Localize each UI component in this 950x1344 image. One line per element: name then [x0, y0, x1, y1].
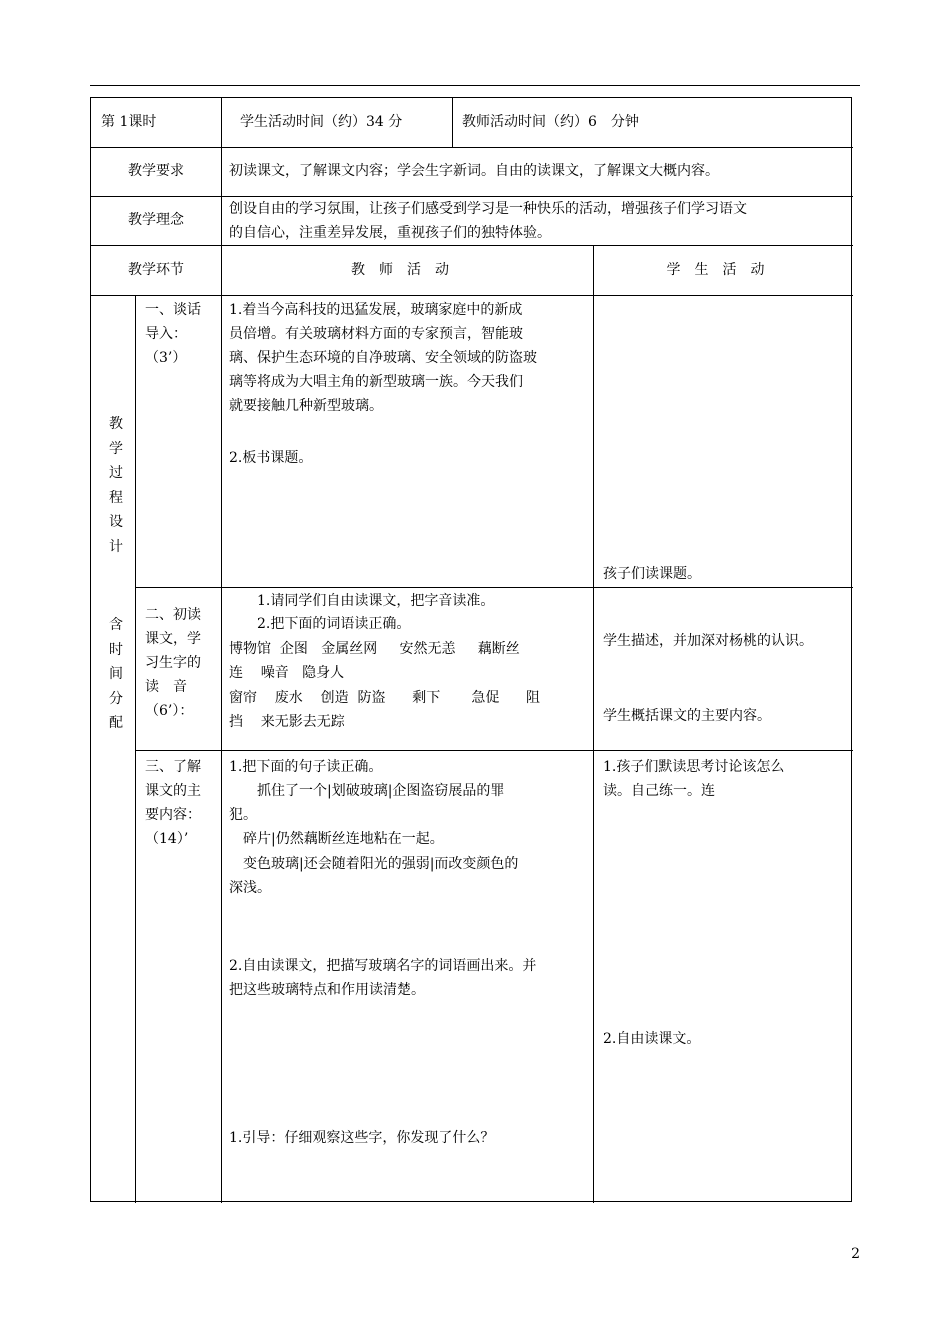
section-3-teacher-line: 变色玻璃|还会随着阳光的强弱|而改变颜色的 [229, 856, 519, 872]
top-rule [90, 85, 860, 86]
side-char: 学 [109, 440, 123, 457]
section-1-teacher-line: 就要接触几种新型玻璃。 [229, 398, 383, 414]
section-2-teacher-line: 连 噪音 隐身人 [229, 665, 345, 681]
stage-text: 导入： [145, 326, 187, 342]
philosophy-line: 创设自由的学习氛围，让孩子们感受到学习是一种快乐的活动，增强孩子们学习语文 [229, 201, 747, 217]
section-3-teacher-line: 1.引导：仔细观察这些字，你发现了什么？ [229, 1130, 495, 1146]
section-1-teacher-line: 2.板书课题。 [229, 450, 313, 466]
student-column-header: 学生活动 [666, 262, 779, 278]
side-label-top [104, 412, 128, 559]
section-2-stage: 课文，学 [145, 631, 201, 647]
section-3-teacher-line: 深浅。 [229, 880, 271, 896]
row-divider [91, 295, 853, 296]
col-divider [452, 98, 453, 147]
philosophy-line: 的自信心，注重差异发展，重视孩子们的独特体验。 [229, 225, 551, 241]
section-2-student-line: 学生描述，并加深对杨桃的认识。 [603, 633, 813, 649]
side-char: 计 [109, 538, 123, 555]
section-3-stage: 课文的主 [145, 783, 201, 799]
section-2-stage: 习生字的 [145, 655, 201, 671]
section-3-teacher-line: 1.把下面的句子读正确。 [229, 759, 383, 775]
col-divider [221, 98, 222, 245]
side-char: 分 [109, 690, 123, 707]
section-3-stage: 三、了解 [145, 759, 201, 775]
row-divider [135, 587, 853, 588]
section-3-teacher-line: 犯。 [229, 807, 257, 823]
teacher-column-header: 教师活动 [351, 262, 463, 278]
side-char: 程 [109, 489, 123, 506]
section-3-student-line: 2.自由读课文。 [603, 1031, 701, 1047]
student-activity-time: 学生活动时间（约）34 分 [240, 114, 403, 130]
section-2-stage: （6’）： [145, 703, 194, 719]
philosophy-label: 教学理念 [128, 212, 184, 228]
section-3-stage: （14）’ [145, 831, 189, 847]
section-1-teacher-line: 璃、保护生态环境的自净玻璃、安全领域的防盗玻 [229, 350, 537, 366]
section-3-student-line: 读。自己练一。连 [603, 783, 715, 799]
section-2-stage: 二、初读 [145, 607, 201, 623]
side-char: 过 [109, 465, 123, 481]
side-char: 含 [109, 617, 123, 633]
side-char: 设 [109, 514, 123, 530]
section-1-student-line: 孩子们读课题。 [603, 566, 701, 582]
requirements-label: 教学要求 [128, 163, 184, 179]
side-label-bottom [104, 613, 128, 736]
row-divider [91, 245, 853, 246]
section-1-teacher-line: 员倍增。有关玻璃材料方面的专家预言，智能玻 [229, 326, 523, 342]
section-2-teacher-line: 挡 来无影去无踪 [229, 714, 345, 730]
section-2-teacher-line: 博物馆 企图 金属丝网 安然无恙 藕断丝 [229, 641, 520, 657]
section-2-teacher-line: 2.把下面的词语读正确。 [229, 616, 411, 632]
section-2-teacher-line: 窗帘 废水 创造 防盗 剩下 急促 阻 [229, 690, 541, 706]
requirements-text: 初读课文，了解课文内容；学会生字新词。自由的读课文，了解课文大概内容。 [229, 163, 719, 179]
col-divider [593, 245, 594, 1203]
side-char: 教 [109, 416, 123, 432]
row-divider [91, 147, 853, 148]
section-3-teacher-line: 2.自由读课文，把描写玻璃名字的词语画出来。并 [229, 958, 537, 974]
section-2-teacher-line: 1.请同学们自由读课文，把字音读准。 [229, 593, 495, 609]
section-1-stage [145, 322, 213, 346]
stage-column-header: 教学环节 [128, 262, 184, 278]
section-3-teacher-line: 碎片|仍然藕断丝连地粘在一起。 [229, 831, 444, 847]
side-char: 时 [109, 641, 123, 658]
section-1-teacher-line: 璃等将成为大唱主角的新型玻璃一族。今天我们 [229, 374, 523, 390]
row-divider [135, 750, 853, 751]
section-3-teacher-line: 把这些玻璃特点和作用读清楚。 [229, 982, 425, 998]
col-divider [135, 295, 136, 1203]
section-3-teacher-line: 抓住了一个|划破玻璃|企图盗窃展品的罪 [229, 783, 505, 799]
teacher-activity-time: 教师活动时间（约）6 分钟 [462, 114, 639, 130]
section-2-student-line: 学生概括课文的主要内容。 [603, 708, 771, 724]
section-2-stage: 读 音 [145, 679, 187, 695]
section-1-teacher-line: 1.着当今高科技的迅猛发展，玻璃家庭中的新成 [229, 302, 523, 318]
section-1-stage: （3’） [145, 350, 187, 366]
col-divider [221, 295, 222, 1203]
side-char: 配 [109, 715, 123, 731]
page-number: 2 [851, 1246, 860, 1262]
section-1-stage: 一、谈话 [145, 302, 201, 318]
section-3-stage: 要内容： [145, 807, 201, 823]
section-3-student-line: 1.孩子们默读思考讨论该怎么 [603, 759, 785, 775]
side-char: 间 [109, 666, 123, 682]
lesson-number: 第 1课时 [101, 114, 157, 130]
